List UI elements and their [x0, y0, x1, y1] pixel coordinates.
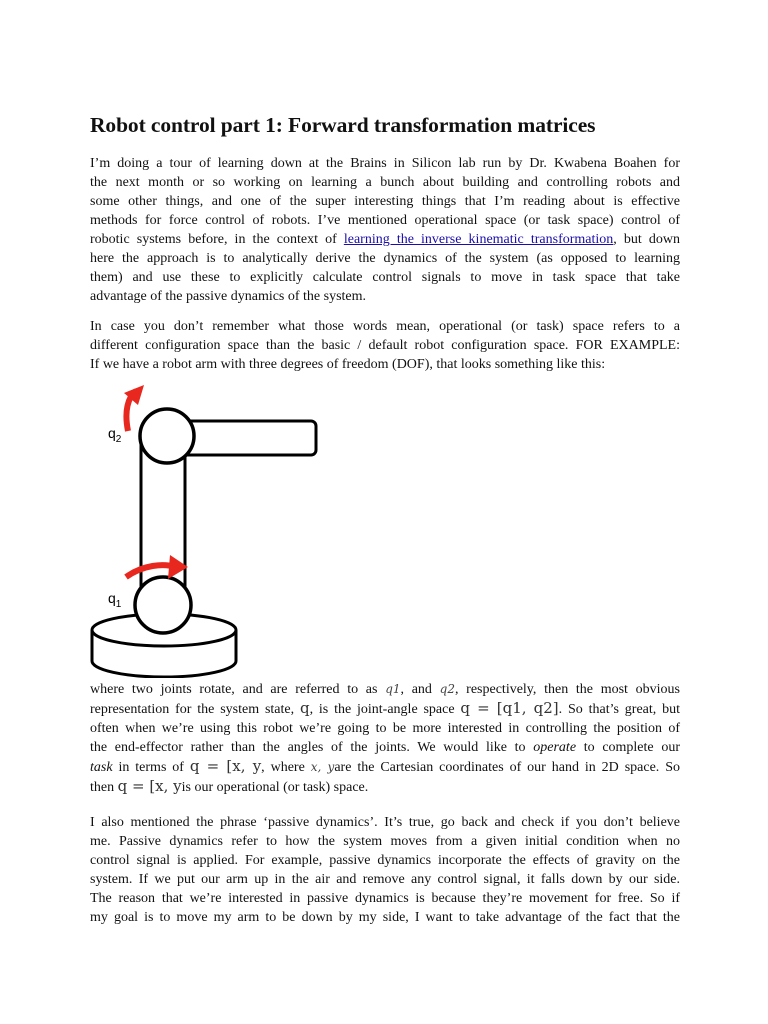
- math-joint-space-eq: q = [q1, q2]: [460, 699, 559, 717]
- text-line: often when we’re using this robot we’re going to be more interested in controlling the position of: [90, 721, 680, 736]
- math-task-space-eq: q = [x, y: [189, 757, 262, 775]
- text-fragment: are the Cartesian coordinates of our hand in 2D space. So: [334, 760, 680, 775]
- math-q2: q2: [439, 682, 455, 696]
- text-line: the next month or so working on learning a bunch about building and controlling robots and: [90, 175, 680, 190]
- text-line: If we have a robot arm with three degrees of freedom (DOF), that looks something like this:: [90, 357, 606, 372]
- text-line: here the approach is to analytically derive the dynamics of the system (as opposed to learning: [90, 251, 680, 266]
- text-line: some other things, and one of the super interesting things that I’m reading about is effective: [90, 194, 680, 209]
- text-fragment: is our operational (or task) space.: [181, 780, 369, 795]
- paragraph-operational-space: [90, 317, 680, 374]
- inverse-kinematics-link[interactable]: learning the inverse kinematic transformation: [343, 232, 614, 247]
- text-fragment: the end-effector rather than the angles of the joints. We would like to: [90, 740, 534, 755]
- text-line: [90, 680, 680, 699]
- text-fragment: , respectively, then the most obvious: [454, 682, 680, 697]
- text-line: different configuration space than the basic / default robot configuration space. FOR EXAMPLE:: [90, 338, 680, 353]
- page-title: Robot control part 1: Forward transformation matrices: [90, 113, 596, 137]
- text-line: methods for force control of robots. I’ve mentioned operational space (or task space) control of: [90, 213, 680, 228]
- text-line: I’m doing a tour of learning down at the Brains in Silicon lab run by Dr. Kwabena Boahen for: [90, 156, 680, 171]
- math-task-space-eq: q = [x, y: [117, 777, 182, 795]
- text-fragment: , is the joint-angle space: [309, 702, 461, 717]
- text-line: my goal is to move my arm to be down by my side, I want to take advantage of the fact that the: [90, 910, 680, 925]
- text-fragment: to complete our: [576, 740, 680, 755]
- emphasis-task: task: [90, 760, 113, 775]
- text-line: The reason that we’re interested in passive dynamics is because they’re movement for free. So if: [90, 891, 680, 906]
- text-fragment: representation for the system state,: [90, 702, 300, 717]
- text-fragment: then: [90, 780, 118, 795]
- robot-arm-figure: [88, 383, 328, 678]
- text-line: them) and use these to explicitly calculate control signals to move in task space that take: [90, 270, 680, 285]
- text-line: me. Passive dynamics refer to how the system moves from a given initial condition when no: [90, 834, 680, 849]
- paragraph-passive-dynamics: [90, 813, 680, 927]
- text-fragment: , where: [261, 760, 311, 775]
- text-fragment: where two joints rotate, and are referred to as: [90, 682, 386, 697]
- q1-label: $q_1$: [108, 590, 122, 610]
- math-q1: q1: [385, 682, 401, 696]
- text-line: system. If we put our arm up in the air and remove any control signal, it falls down by our side.: [90, 872, 680, 887]
- text-line: I also mentioned the phrase ‘passive dynamics’. It’s true, go back and check if you don’t believe: [90, 815, 680, 830]
- text-line: [90, 230, 680, 249]
- text-fragment: , and: [400, 682, 440, 697]
- text-line: [90, 757, 680, 777]
- text-line: [90, 777, 680, 797]
- text-line: [90, 699, 680, 719]
- q2-label: $q_2$: [108, 425, 122, 445]
- text-line: advantage of the passive dynamics of the system.: [90, 289, 367, 304]
- emphasis-operate: operate: [533, 740, 577, 755]
- text-fragment: robotic systems before, in the context of: [90, 232, 344, 247]
- joint-2: [140, 409, 194, 463]
- math-xy: x, y: [310, 760, 335, 774]
- text-line: In case you don’t remember what those words mean, operational (or task) space refers to a: [90, 319, 680, 334]
- text-fragment: , but down: [613, 232, 681, 247]
- joint-1: [135, 577, 191, 633]
- text-fragment: . So that’s great, but: [558, 702, 680, 717]
- text-line: control signal is applied. For example, passive dynamics incorporate the effects of gravity on the: [90, 853, 680, 868]
- paragraph-joint-space: [90, 680, 680, 797]
- paragraph-intro: [90, 154, 680, 306]
- text-line: [90, 738, 680, 757]
- text-fragment: in terms of: [112, 760, 190, 775]
- math-q: q: [299, 699, 310, 717]
